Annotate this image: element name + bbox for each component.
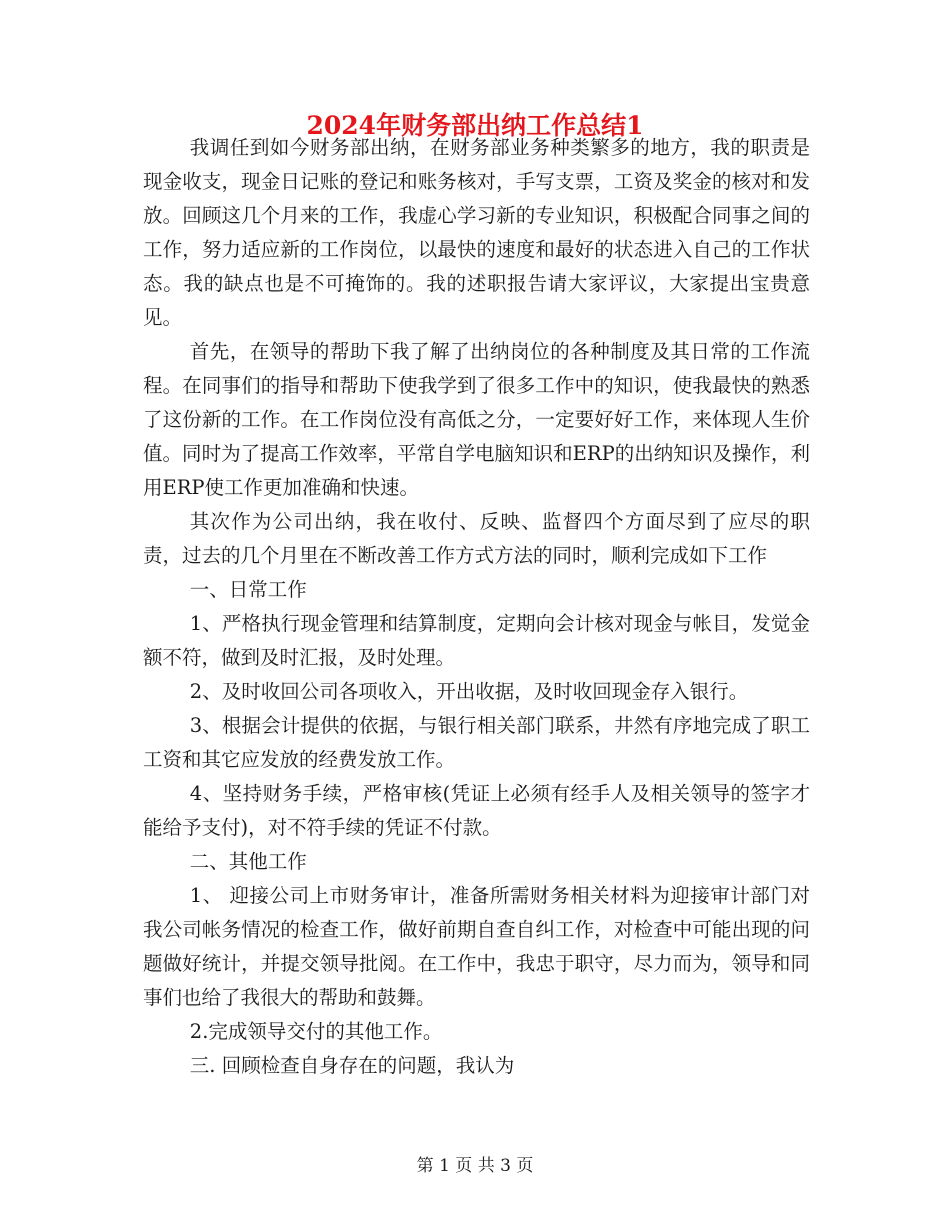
list-item: 3、根据会计提供的依据，与银行相关部门联系，井然有序地完成了职工工资和其它应发放的经费发放工作。 [143, 714, 810, 771]
paragraph: 其次作为公司出纳，我在收付、反映、监督四个方面尽到了应尽的职责，过去的几个月里在不断改善工作方式方法的同时，顺利完成如下工作 [143, 510, 810, 567]
list-item: 4、坚持财务手续，严格审核(凭证上必须有经手人及相关领导的签字才能给予支付)，对不符手续的凭证不付款。 [143, 782, 810, 839]
document-title: 2024年财务部出纳工作总结1 [306, 111, 644, 140]
section-heading: 三. 回顾检查自身存在的问题，我认为 [189, 1054, 515, 1077]
page-number-footer: 第 1 页 共 3 页 [416, 1156, 534, 1176]
paragraph: 我调任到如今财务部出纳，在财务部业务种类繁多的地方，我的职责是现金收支，现金日记账的登记和账务核对，手写支票，工资及奖金的核对和发放。回顾这几个月来的工作，我虚心学习新的专业知识，积极配合同事之间的工作，努力适应新的工作岗位，以最快的速度和最好的状态进入自己的工作状态。我的缺点也是不可掩饰的。我的述职报告请大家评议，大家提出宝贵意见。 [143, 136, 810, 329]
list-item: 1、严格执行现金管理和结算制度，定期向会计核对现金与帐目，发觉金额不符，做到及时汇报，及时处理。 [143, 612, 810, 669]
list-item: 2.完成领导交付的其他工作。 [189, 1020, 443, 1043]
list-item: 2、及时收回公司各项收入，开出收据，及时收回现金存入银行。 [189, 680, 749, 703]
section-heading: 一、日常工作 [189, 578, 307, 601]
section-heading: 二、其他工作 [189, 850, 307, 873]
paragraph: 首先，在领导的帮助下我了解了出纳岗位的各种制度及其日常的工作流程。在同事们的指导和帮助下使我学到了很多工作中的知识，使我最快的熟悉了这份新的工作。在工作岗位没有高低之分，一定要好好工作，来体现人生价值。同时为了提高工作效率，平常自学电脑知识和ERP的出纳知识及操作，利用ERP使工作更加准确和快速。 [143, 340, 810, 499]
list-item: 1、 迎接公司上市财务审计，准备所需财务相关材料为迎接审计部门对我公司帐务情况的检查工作，做好前期自查自纠工作，对检查中可能出现的问题做好统计，并提交领导批阅。在工作中，我忠于职守，尽力而为，领导和同事们也给了我很大的帮助和鼓舞。 [143, 884, 810, 1009]
document-body [143, 131, 810, 1083]
